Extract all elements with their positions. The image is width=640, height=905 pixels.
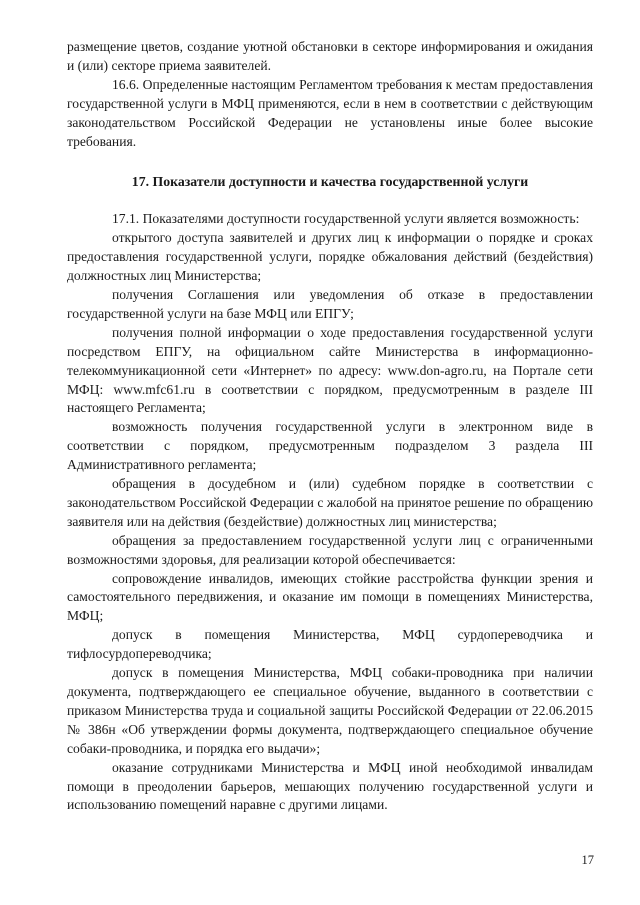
list-item: открытого доступа заявителей и других лиц к информации о порядке и сроках предоставления государственной услуги, порядке обжалования действий (бездействия) должностных лиц Министерства; [67, 230, 593, 284]
list-item: оказание сотрудниками Министерства и МФЦ иной необходимой инвалидам помощи в преодолении барьеров, мешающих получению государственной услуги и использованию помещений наравне с другими лицами. [67, 759, 593, 813]
list-item: допуск в помещения Министерства, МФЦ сурдопереводчика и тифлосурдопереводчика; [67, 627, 593, 662]
paragraph-16-6: 16.6. Определенные настоящим Регламентом требования к местам предоставления государственной услуги в МФЦ применяются, если в нем в соответствии с действующим законодательством Российской Федерации не установлены иные более высокие требования. [67, 76, 593, 149]
paragraph-17-1: 17.1. Показателями доступности государственной услуги является возможность: [112, 211, 580, 227]
list-item: возможность получения государственной услуги в электронном виде в соответствии с порядком, предусмотренным подразделом 3 раздела III Административного регламента; [67, 419, 593, 473]
list-item: обращения в досудебном и (или) судебном порядке в соответствии с законодательством Российской Федерации с жалобой на принятое решение по обращению заявителя или на действия (бездействие) должностных лиц министерства; [67, 476, 593, 529]
list-item: обращения за предоставлением государственной услуги лиц с ограниченными возможностями здоровья, для реализации которой обеспечивается: [67, 532, 593, 567]
list-item: допуск в помещения Министерства, МФЦ собаки-проводника при наличии документа, подтверждающего ее специальное обучение, выданного в соответствии с приказом Министерства труда и социальной защиты Российской Федерации от 22.06.2015 № 386н «Об утверждении формы документа, подтверждающего специальное обучение собаки-проводника, и порядка его выдачи»; [67, 665, 593, 756]
page-number: 17 [581, 853, 594, 867]
list-item: получения полной информации о ходе предоставления государственной услуги посредством ЕПГУ, на официальном сайте Министерства в информационно-телекоммуникационной сети «Интернет» по адресу: www.don-agro.ru, на Портале сети МФЦ: www.mfc61.ru в соответствии с порядком, предусмотренным в разделе III настоящего Регламента; [67, 324, 593, 416]
document-page [67, 38, 593, 815]
section-heading: 17. Показатели доступности и качества государственной услуги [131, 174, 529, 190]
list-item: получения Соглашения или уведомления об отказе в предоставлении государственной услуги на базе МФЦ или ЕПГУ; [67, 286, 593, 321]
paragraph-continuation: размещение цветов, создание уютной обстановки в секторе информирования и ожидания и (или) секторе приема заявителей. [67, 39, 593, 73]
list-item: сопровождение инвалидов, имеющих стойкие расстройства функции зрения и самостоятельного передвижения, и оказание им помощи в помещениях Министерства, МФЦ; [67, 570, 593, 624]
